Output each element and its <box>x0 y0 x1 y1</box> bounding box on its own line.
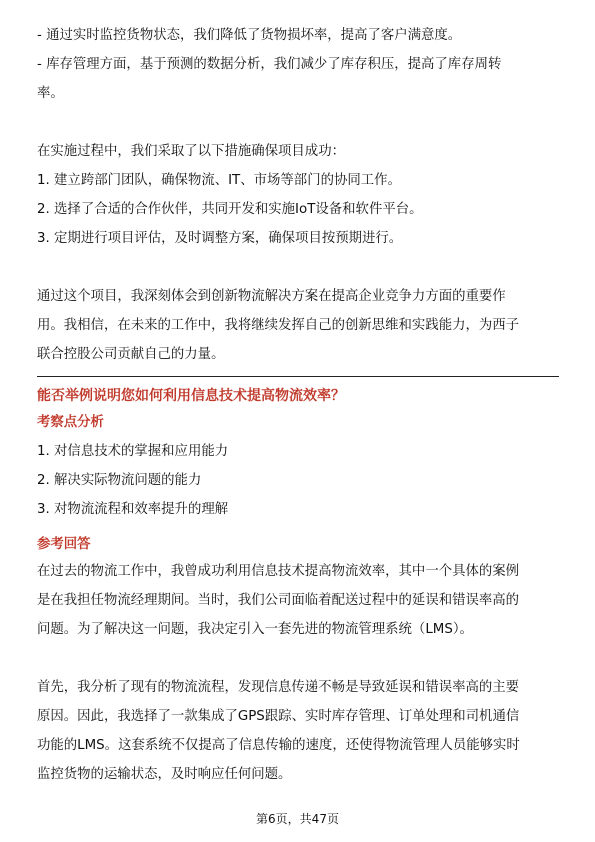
analysis-point: 2. 解决实际物流问题的能力 <box>37 473 202 488</box>
measure-item: 1. 建立跨部门团队，确保物流、IT、市场等部门的协同工作。 <box>37 173 401 188</box>
bullet-line: - 通过实时监控货物状态，我们降低了货物损坏率，提高了客户满意度。 <box>37 28 462 43</box>
bullet-line: - 库存管理方面，基于预测的数据分析，我们减少了库存积压，提高了库存周转 <box>37 57 502 72</box>
measures-intro: 在实施过程中，我们采取了以下措施确保项目成功： <box>37 144 345 159</box>
conclusion-line: 通过这个项目，我深刻体会到创新物流解决方案在提高企业竞争力方面的重要作 <box>37 289 506 304</box>
answer-line: 监控货物的运输状态，及时响应任何问题。 <box>37 767 292 782</box>
answer-line: 在过去的物流工作中，我曾成功利用信息技术提高物流效率，其中一个具体的案例 <box>37 564 520 579</box>
answer-line: 首先，我分析了现有的物流流程，发现信息传递不畅是导致延误和错误率高的主要 <box>37 680 520 695</box>
page-number: 第6页，共47页 <box>256 812 339 826</box>
section-divider <box>37 376 559 377</box>
analysis-heading: 考察点分析 <box>37 415 104 430</box>
analysis-point: 1. 对信息技术的掌握和应用能力 <box>37 444 229 459</box>
answer-heading: 参考回答 <box>37 537 91 552</box>
measure-item: 2. 选择了合适的合作伙伴，共同开发和实施IoT设备和软件平台。 <box>37 202 423 217</box>
question-heading: 能否举例说明您如何利用信息技术提高物流效率？ <box>37 388 345 404</box>
answer-line: 功能的LMS。这套系统不仅提高了信息传输的速度，还使得物流管理人员能够实时 <box>37 738 520 753</box>
answer-line: 原因。因此，我选择了一款集成了GPS跟踪、实时库存管理、订单处理和司机通信 <box>37 709 520 724</box>
answer-line: 是在我担任物流经理期间。当时，我们公司面临着配送过程中的延误和错误率高的 <box>37 593 520 608</box>
answer-line: 问题。为了解决这一问题，我决定引入一套先进的物流管理系统（LMS）。 <box>37 622 473 637</box>
measure-item: 3. 定期进行项目评估，及时调整方案，确保项目按预期进行。 <box>37 231 403 246</box>
conclusion-line: 用。我相信，在未来的工作中，我将继续发挥自己的创新思维和实践能力，为西子 <box>37 318 520 333</box>
analysis-point: 3. 对物流流程和效率提升的理解 <box>37 502 229 517</box>
bullet-line: 率。 <box>37 86 64 101</box>
conclusion-line: 联合控股公司贡献自己的力量。 <box>37 347 225 362</box>
